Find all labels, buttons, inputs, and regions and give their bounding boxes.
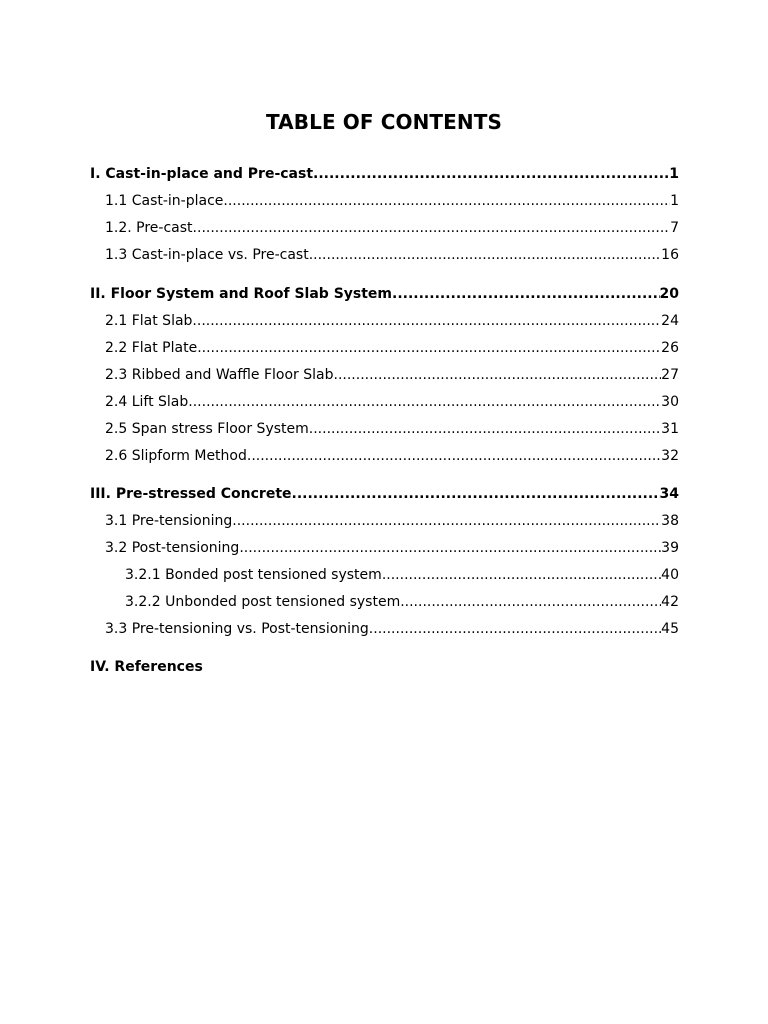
toc-entry-label: 1.3 Cast-in-place vs. Pre-cast [105,247,309,263]
toc-entry-subsection[interactable] [105,192,679,210]
dot-leader [292,485,660,503]
toc-entry-label: 1.2. Pre-cast [105,220,193,236]
toc-entry-label: 2.4 Lift Slab [105,394,189,410]
toc-entry-subsection[interactable] [105,512,679,530]
page-title: TABLE OF CONTENTS [265,110,503,134]
dot-leader [382,566,661,584]
toc-entry-label: 2.6 Slipform Method [105,448,247,464]
toc-entry-label: 2.2 Flat Plate [105,340,198,356]
dot-leader [247,447,661,465]
toc-entry-label: 3.2 Post-tensioning [105,540,240,556]
toc-entry-subsection[interactable] [105,620,679,638]
toc-entry-page: 40 [661,567,679,583]
toc-entry-page: 20 [659,286,679,302]
toc-entry-subsubsection[interactable] [125,566,679,584]
toc-entry-label: III. Pre-stressed Concrete [90,486,292,502]
toc-entry-label: 1.1 Cast-in-place [105,193,224,209]
toc-entry-page: 30 [661,394,679,410]
toc-entry-page: 31 [661,421,679,437]
dot-leader [232,512,661,530]
dot-leader [197,339,661,357]
dot-leader [392,285,660,303]
toc-entry-subsection[interactable] [105,539,679,557]
toc-entry-label: I. Cast-in-place and Pre-cast [90,166,314,182]
toc-entry-page: 38 [661,513,679,529]
toc-entry-label: 2.5 Span stress Floor System [105,421,309,437]
toc-entry-subsection[interactable] [105,447,679,465]
toc-entry-subsection[interactable] [105,393,679,411]
toc-entry-page: 42 [661,594,679,610]
toc-entry-page: 39 [661,540,679,556]
toc-entry-page: 32 [661,448,679,464]
toc-entry-label: IV. References [90,659,203,675]
toc-entry-label: II. Floor System and Roof Slab System [90,286,393,302]
toc-entry-page: 1 [669,166,679,182]
toc-entry-label: 3.3 Pre-tensioning vs. Post-tensioning [105,621,369,637]
toc-entry-subsubsection[interactable] [125,593,679,611]
toc-entry-page: 16 [661,247,679,263]
toc-entry-subsection[interactable] [105,219,679,237]
toc-entry-section[interactable] [90,165,679,183]
dot-leader [313,165,669,183]
toc-entry-label: 2.3 Ribbed and Waffle Floor Slab [105,367,334,383]
toc-entry-page: 7 [670,220,679,236]
toc-entry-section[interactable] [90,658,679,676]
toc-entry-page: 1 [670,193,679,209]
toc-entry-subsection[interactable] [105,246,679,264]
toc-entry-subsection[interactable] [105,366,679,384]
toc-entry-subsection[interactable] [105,312,679,330]
dot-leader [223,192,670,210]
toc-entry-label: 3.1 Pre-tensioning [105,513,233,529]
dot-leader [400,593,661,611]
toc-entry-subsection[interactable] [105,420,679,438]
toc-entry-page: 27 [661,367,679,383]
dot-leader [369,620,661,638]
dot-leader [239,539,661,557]
dot-leader [192,312,661,330]
toc-entry-section[interactable] [90,285,679,303]
dot-leader [188,393,661,411]
toc-entry-section[interactable] [90,485,679,503]
dot-leader [334,366,662,384]
toc-entry-label: 3.2.2 Unbonded post tensioned system [125,594,401,610]
toc-entry-page: 24 [661,313,679,329]
toc-entry-page: 45 [661,621,679,637]
toc-entry-subsection[interactable] [105,339,679,357]
toc-entry-label: 3.2.1 Bonded post tensioned system [125,567,382,583]
toc-entry-page: 26 [661,340,679,356]
dot-leader [309,420,661,438]
dot-leader [309,246,661,264]
toc-entry-label: 2.1 Flat Slab [105,313,193,329]
dot-leader [193,219,671,237]
toc-entry-page: 34 [659,486,679,502]
